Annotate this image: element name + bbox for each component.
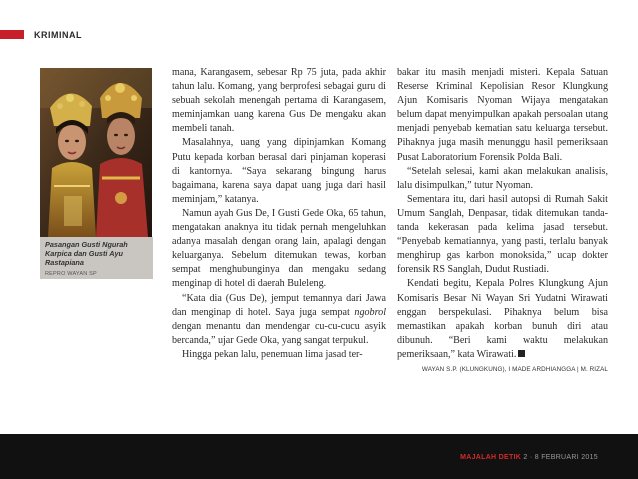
paragraph: Sementara itu, dari hasil autopsi di Rumah Sakit Umum Sanglah, Denpasar, tidak ditemukan tanda-tanda kekerasan pada kelima jasad tersebut. “Penyebab kematiannya, yang pasti, terlalu banyak menghirup gas karbon monoksida,” ucap dokter forensik RS Sanglah, Dudut Rustiadi. [397, 193, 608, 276]
end-of-article-icon [518, 350, 525, 357]
paragraph: Namun ayah Gus De, I Gusti Gede Oka, 65 tahun, mengatakan anaknya itu tidak pernah mengeluhkan adanya masalah dengan orang lain, apalagi dengan keluarganya. Sebelum ditemukan tewas, korban sempat menghubunginya dan mengaku sedang menginap di hotel di daerah Buleleng. [172, 207, 386, 290]
page-footer [0, 434, 638, 479]
paragraph: “Setelah selesai, kami akan melakukan analisis, lalu disimpulkan,” tutur Nyoman. [397, 165, 608, 191]
paragraph-text: dengan menantu dan mendengar cu-cu-cucu asyik bercanda,” ujar Gede Oka, yang sangat terpukul. [172, 320, 386, 346]
paragraph: Masalahnya, uang yang dipinjamkan Komang Putu kepada korban berasal dari pinjaman koperasi di kantornya. “Saya sekarang bingung harus bagaimana, karena saya dapat uang juga dari hasil meminjam,” katanya. [172, 137, 386, 205]
article-column-1 [172, 66, 386, 362]
paragraph [172, 292, 386, 348]
photo-caption: Pasangan Gusti Ngurah Karpica dan Gusti Ayu Rastapiana [45, 240, 128, 267]
section-accent-bar [0, 30, 24, 39]
issue-date: 8 FEBRUARI 2015 [534, 454, 598, 461]
photo-caption-box [40, 237, 153, 279]
paragraph: mana, Karangasem, sebesar Rp 75 juta, pada akhir tahun lalu. Komang, yang berprofesi sebagai guru di sebuah sekolah menengah pertama di Karangasem, meminjamkan uang karena Gus De mengaku akan membeli tanah. [172, 67, 386, 135]
page-number: 2 [523, 454, 528, 461]
couple-photo [40, 68, 152, 237]
photo-credit: REPRO WAYAN SP [45, 271, 97, 277]
paragraph [397, 277, 608, 362]
footer-info [460, 454, 598, 461]
paragraph-text: Kendati begitu, Kepala Polres Klungkung Ajun Komisaris Besar Ni Wayan Sri Yudatni Wirawati enggan berspekulasi. Pihaknya belum bisa memastikan apakah korban bunuh diri atau dibunuh. “Beri kami waktu melakukan pemeriksaan,” kata Wirawati. [397, 278, 608, 360]
italic-word: ngobrol [354, 306, 386, 318]
magazine-name: MAJALAH DETIK [460, 454, 522, 461]
paragraph-text: “Kata dia (Gus De), jemput temannya dari Jawa dan menginap di hotel. Saya juga sempat [172, 292, 386, 318]
article-byline: WAYAN S.P. (KLUNGKUNG), I MADE ARDHIANGGA | M. RIZAL [421, 365, 608, 373]
section-label: KRIMINAL [34, 30, 82, 40]
footer-separator: · [529, 454, 533, 461]
paragraph: bakar itu masih menjadi misteri. Kepala Satuan Reserse Kriminal Kepolisian Resor Klungkung Ajun Komisaris Nyoman Wijaya mengatakan belum dapat menyimpulkan apakah persoalan utang menjadi penyebab kematian satu keluarga tersebut. Pihaknya juga masih menunggu hasil pemeriksaan Pusat Laboratorium Forensik Polda Bali. [397, 67, 608, 163]
article-column-2 [397, 66, 608, 377]
paragraph: Hingga pekan lalu, penemuan lima jasad ter- [182, 348, 363, 360]
